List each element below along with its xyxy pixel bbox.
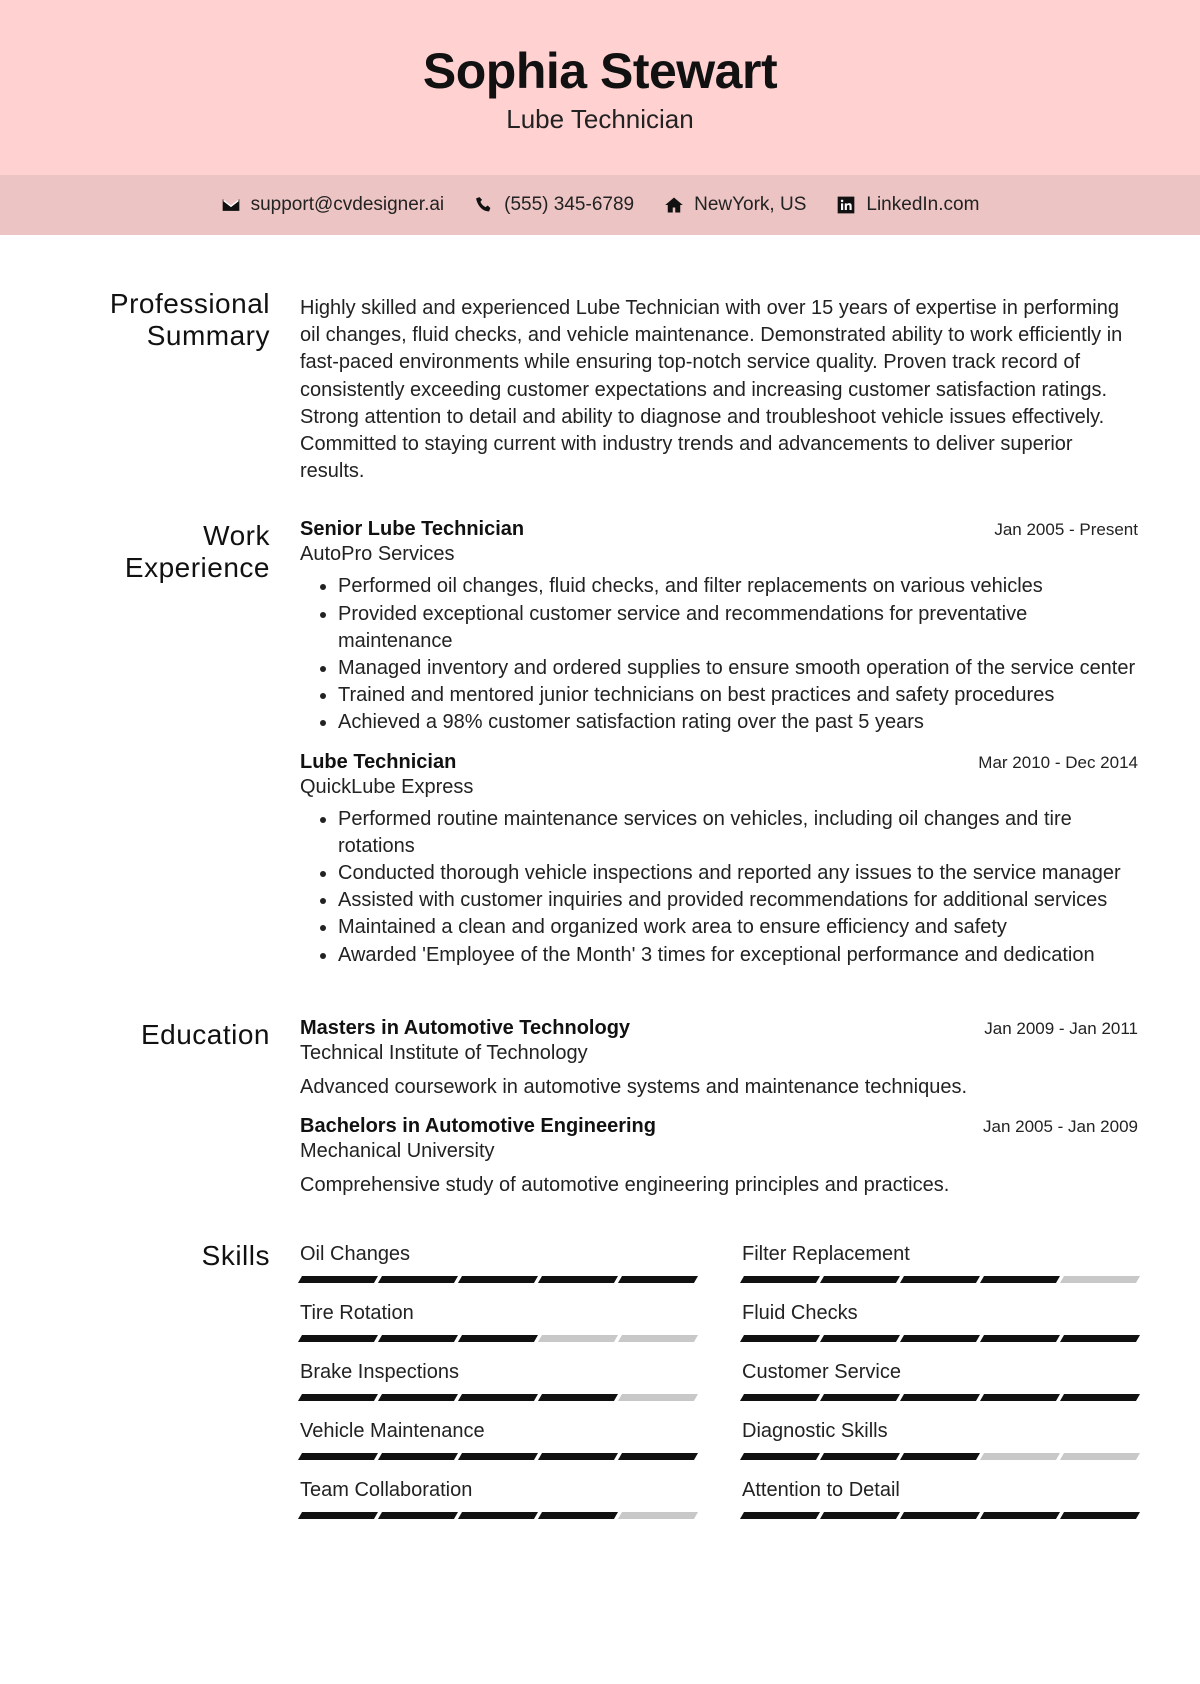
skill-level-segment-filled [980, 1335, 1060, 1342]
skill-level-segment-filled [820, 1335, 900, 1342]
skill-level-segment-filled [458, 1276, 538, 1283]
skill-level-segment-empty [1060, 1453, 1140, 1460]
skill-level-segment-filled [820, 1453, 900, 1460]
contact-bar [0, 175, 1200, 235]
skill-item [742, 1301, 1138, 1342]
summary-text: Highly skilled and experienced Lube Technician with over 15 years of expertise in performing oil changes, fluid checks, and vehicle maintenance. Demonstrated ability to work efficiently in fast-paced environments while ensuring top-notch service quality. Proven track record of consistently exceeding customer expectations and increasing customer satisfaction ratings. Strong attention to detail and ability to diagnose and troubleshoot vehicle issues effectively. Committed to staying current with industry trends and advancements to deliver superior results. [300, 297, 1123, 483]
job-date: Jan 2005 - Present [994, 520, 1138, 540]
contact-phone[interactable] [474, 194, 634, 216]
skill-name: Customer Service [742, 1360, 901, 1383]
skill-level-segment-filled [298, 1453, 378, 1460]
skill-level-segment-filled [900, 1394, 980, 1401]
skill-level-segment-filled [740, 1394, 820, 1401]
skill-name: Diagnostic Skills [742, 1419, 888, 1442]
skills-grid [300, 1242, 1138, 1519]
degree-description: Advanced coursework in automotive systems and maintenance techniques. [300, 1075, 968, 1098]
skill-level-segment-filled [900, 1276, 980, 1283]
education-section [0, 1017, 1200, 1197]
skill-level-segment-filled [820, 1394, 900, 1401]
skill-level-bar [300, 1276, 696, 1283]
skill-level-segment-filled [618, 1453, 698, 1460]
skill-level-segment-filled [740, 1453, 820, 1460]
skill-level-segment-filled [820, 1512, 900, 1519]
skill-level-segment-filled [980, 1512, 1060, 1519]
skill-level-segment-empty [1060, 1276, 1140, 1283]
job-bullet: • Performed routine maintenance services on vehicles, including oil changes and tire rotations [338, 806, 1138, 860]
skill-level-segment-filled [1060, 1394, 1140, 1401]
job-bullet: • Awarded 'Employee of the Month' 3 times for exceptional performance and dedication [338, 942, 1138, 969]
job-bullet: • Trained and mentored junior technicians on best practices and safety procedures [338, 682, 1138, 709]
degree-date: Jan 2005 - Jan 2009 [982, 1116, 1138, 1136]
job-bullet: • Managed inventory and ordered supplies to ensure smooth operation of the service center [338, 655, 1138, 682]
skill-level-segment-filled [298, 1512, 378, 1519]
skill-level-segment-filled [900, 1453, 980, 1460]
skill-item [300, 1360, 696, 1401]
skill-level-segment-filled [378, 1512, 458, 1519]
skill-name: Tire Rotation [300, 1301, 414, 1324]
contact-email[interactable] [221, 194, 445, 216]
job-entry [300, 751, 1138, 969]
skill-name: Vehicle Maintenance [300, 1419, 485, 1442]
skills-heading: Skills [201, 1239, 270, 1271]
skill-level-segment-filled [298, 1335, 378, 1342]
skill-item [300, 1242, 696, 1283]
skill-level-bar [300, 1512, 696, 1519]
job-bullet: • Maintained a clean and organized work area to ensure efficiency and safety [338, 914, 1138, 941]
skill-level-segment-empty [538, 1335, 618, 1342]
skill-name: Brake Inspections [300, 1360, 459, 1383]
skill-level-segment-filled [618, 1276, 698, 1283]
job-bullet: • Provided exceptional customer service and recommendations for preventative maintenance [338, 601, 1138, 655]
work-section [0, 518, 1200, 968]
degree-title: Masters in Automotive Technology [300, 1016, 631, 1039]
skill-level-segment-filled [820, 1276, 900, 1283]
degree-date: Jan 2009 - Jan 2011 [984, 1018, 1138, 1038]
location-text: NewYork, US [694, 194, 807, 215]
skill-level-bar [742, 1394, 1138, 1401]
skill-name: Attention to Detail [742, 1478, 900, 1501]
education-entry [300, 1017, 1138, 1099]
contact-linkedin[interactable] [836, 194, 979, 216]
phone-icon [474, 195, 494, 215]
skill-level-segment-filled [298, 1276, 378, 1283]
skills-section [0, 1239, 1200, 1519]
work-heading: Work Experience [124, 520, 270, 584]
contact-location [664, 194, 806, 216]
job-title: Senior Lube Technician [300, 518, 525, 541]
skill-name: Filter Replacement [742, 1242, 910, 1265]
skill-level-segment-filled [458, 1512, 538, 1519]
skill-level-segment-empty [618, 1394, 698, 1401]
skill-level-segment-filled [900, 1335, 980, 1342]
skill-level-segment-filled [298, 1394, 378, 1401]
skill-level-segment-empty [980, 1453, 1060, 1460]
skill-name: Oil Changes [300, 1242, 411, 1265]
skill-level-segment-filled [740, 1335, 820, 1342]
resume-header [0, 0, 1200, 175]
education-entry [300, 1115, 1138, 1197]
skill-item [300, 1419, 696, 1460]
summary-section [0, 288, 1200, 485]
job-bullet: • Assisted with customer inquiries and provided recommendations for additional services [338, 887, 1138, 914]
degree-title: Bachelors in Automotive Engineering [300, 1114, 656, 1137]
skill-level-segment-filled [1060, 1512, 1140, 1519]
skill-level-segment-filled [1060, 1335, 1140, 1342]
skill-level-segment-filled [538, 1512, 618, 1519]
skill-level-bar [300, 1394, 696, 1401]
skill-item [742, 1478, 1138, 1519]
job-bullets [300, 573, 1138, 736]
skill-name: Team Collaboration [300, 1478, 473, 1501]
skill-level-segment-filled [378, 1335, 458, 1342]
skill-level-segment-filled [458, 1453, 538, 1460]
degree-school: Mechanical University [300, 1139, 495, 1162]
summary-heading: Professional Summary [109, 288, 270, 351]
skill-level-segment-empty [618, 1335, 698, 1342]
degree-school: Technical Institute of Technology [300, 1041, 588, 1064]
skill-level-segment-filled [378, 1453, 458, 1460]
home-icon [664, 195, 684, 215]
job-bullet: • Performed oil changes, fluid checks, and filter replacements on various vehicles [338, 573, 1138, 600]
job-bullet: • Achieved a 98% customer satisfaction rating over the past 5 years [338, 709, 1138, 736]
skill-level-segment-filled [980, 1276, 1060, 1283]
skill-level-segment-filled [458, 1394, 538, 1401]
skill-item [300, 1301, 696, 1342]
skill-name: Fluid Checks [742, 1301, 858, 1324]
education-heading: Education [140, 1018, 270, 1050]
skill-level-segment-empty [618, 1512, 698, 1519]
skill-item [742, 1360, 1138, 1401]
job-entry [300, 518, 1138, 736]
skill-level-segment-filled [980, 1394, 1060, 1401]
linkedin-icon [836, 195, 856, 215]
skill-level-segment-filled [740, 1276, 820, 1283]
degree-description: Comprehensive study of automotive engineering principles and practices. [300, 1173, 950, 1196]
email-text: support@cvdesigner.ai [250, 194, 445, 215]
skill-level-bar [300, 1335, 696, 1342]
skill-level-segment-filled [458, 1335, 538, 1342]
envelope-icon [221, 195, 241, 215]
skill-item [742, 1242, 1138, 1283]
skill-level-segment-filled [538, 1394, 618, 1401]
job-company: AutoPro Services [300, 543, 455, 566]
skill-level-bar [300, 1453, 696, 1460]
candidate-name: Sophia Stewart [422, 43, 778, 99]
skill-level-segment-filled [378, 1394, 458, 1401]
candidate-title: Lube Technician [506, 104, 694, 134]
job-bullet: • Conducted thorough vehicle inspections and reported any issues to the service manager [338, 860, 1138, 887]
job-title: Lube Technician [300, 750, 457, 773]
skill-level-segment-filled [378, 1276, 458, 1283]
linkedin-text: LinkedIn.com [866, 194, 980, 215]
skill-level-bar [742, 1335, 1138, 1342]
skill-level-bar [742, 1276, 1138, 1283]
skill-item [742, 1419, 1138, 1460]
skill-level-segment-filled [538, 1453, 618, 1460]
job-company: QuickLube Express [300, 775, 474, 798]
skill-level-bar [742, 1453, 1138, 1460]
phone-text: (555) 345-6789 [504, 194, 635, 215]
skill-level-segment-filled [538, 1276, 618, 1283]
skill-item [300, 1478, 696, 1519]
skill-level-bar [742, 1512, 1138, 1519]
skill-level-segment-filled [900, 1512, 980, 1519]
job-date: Mar 2010 - Dec 2014 [978, 752, 1138, 772]
job-bullets [300, 806, 1138, 969]
skill-level-segment-filled [740, 1512, 820, 1519]
